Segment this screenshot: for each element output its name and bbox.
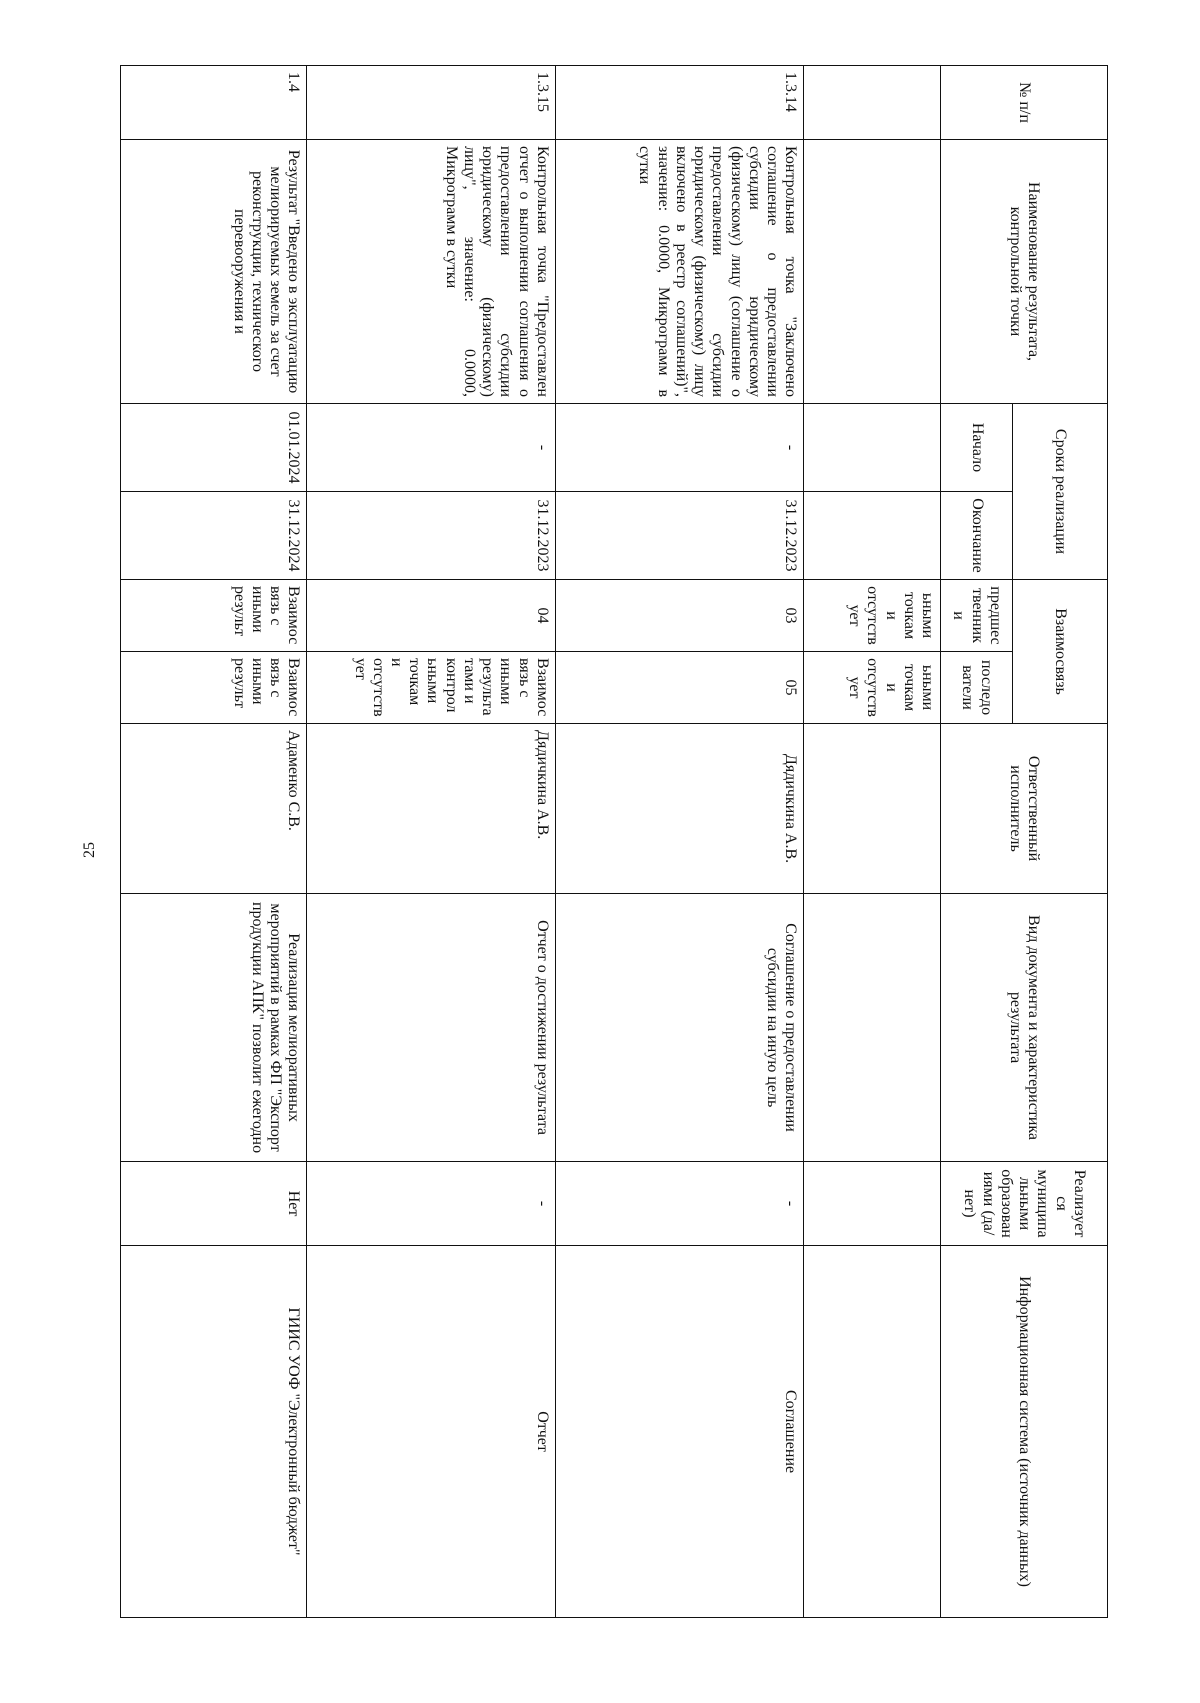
cell-pred-continued: ьными точкам и отсутствует	[804, 580, 941, 652]
cell-num: 1.3.15	[307, 66, 555, 140]
header-timing: Сроки реализации	[1013, 404, 1108, 580]
cell-responsible: Дядичкина А.В.	[307, 724, 555, 894]
cell-system: Соглашение	[555, 1246, 803, 1618]
header-succ: последователи	[941, 652, 1013, 724]
cell-empty	[804, 724, 941, 894]
cell-empty	[804, 492, 941, 580]
cell-name: Контрольная точка "Предоставлен отчет о выполнении соглашения о предоставлении субсидии юридическому (физическому) лицу", значение: 0.0000, Микрограмм в сутки	[307, 140, 555, 404]
header-responsible: Ответственный исполнитель	[941, 724, 1108, 894]
cell-system: Отчет	[307, 1246, 555, 1618]
cell-responsible: Адаменко С.В.	[121, 724, 307, 894]
cell-start: 01.01.2024	[121, 404, 307, 492]
cell-empty	[804, 404, 941, 492]
header-row	[1013, 66, 1108, 1618]
cell-pred: 04	[307, 580, 555, 652]
cell-end: 31.12.2023	[307, 492, 555, 580]
cell-num: 1.4	[121, 66, 307, 140]
cell-pred: 03	[555, 580, 803, 652]
cell-succ: 05	[555, 652, 803, 724]
header-links: Взаимосвязь	[1013, 580, 1108, 724]
header-start: Начало	[941, 404, 1013, 492]
cell-doc: Отчет о достижении результата	[307, 894, 555, 1162]
table-row	[555, 66, 803, 1618]
cell-empty	[804, 66, 941, 140]
cell-pred: Взаимосвязь с иными результ	[121, 580, 307, 652]
header-system: Информационная система (источник данных)	[941, 1246, 1108, 1618]
cell-end: 31.12.2023	[555, 492, 803, 580]
header-num: № п/п	[941, 66, 1108, 140]
cell-start: -	[555, 404, 803, 492]
cell-municipal: Нет	[121, 1162, 307, 1246]
cell-succ-continued: ьными точкам и отсутствует	[804, 652, 941, 724]
cell-name: Контрольная точка "Заключено соглашение о предоставлении субсидии юридическому (физическому) лицу (соглашение о предоставлении субсидии юридическому (физическому) лицу включено в реестр соглашений)", значение: 0.0000, Микрограмм в сутки	[555, 140, 803, 404]
header-name: Наименование результата, контрольной точки	[941, 140, 1108, 404]
header-doc: Вид документа и характеристика результата	[941, 894, 1108, 1162]
header-end: Окончание	[941, 492, 1013, 580]
header-pred: предшественники	[941, 580, 1013, 652]
cell-responsible: Дядичкина А.В.	[555, 724, 803, 894]
cell-empty	[804, 1246, 941, 1618]
cell-succ: Взаимосвязь с иными результ	[121, 652, 307, 724]
cell-start: -	[307, 404, 555, 492]
table-row	[307, 66, 555, 1618]
header-municipal: Реализуется муниципальными образованиями (да/нет)	[941, 1162, 1108, 1246]
page-number: 25	[81, 842, 98, 858]
cell-end: 31.12.2024	[121, 492, 307, 580]
cell-num: 1.3.14	[555, 66, 803, 140]
cell-empty	[804, 1162, 941, 1246]
cell-doc: Соглашение о предоставлении субсидии на иную цель	[555, 894, 803, 1162]
cell-municipal: -	[307, 1162, 555, 1246]
cell-empty	[804, 894, 941, 1162]
rotated-page-content	[120, 65, 1108, 1617]
table-row	[121, 66, 307, 1618]
cell-system: ГИИС УОФ "Электронный бюджет"	[121, 1246, 307, 1618]
cell-empty	[804, 140, 941, 404]
plan-table	[120, 65, 1108, 1618]
table-row-continued	[804, 66, 941, 1618]
cell-municipal: -	[555, 1162, 803, 1246]
cell-name: Результат "Введено в эксплуатацию мелиорируемых земель за счет реконструкции, технического перевооружения и	[121, 140, 307, 404]
cell-succ: Взаимосвязь с иными результатами и контрольными точкам и отсутствует	[307, 652, 555, 724]
cell-doc: Реализация мелиоративных мероприятий в рамках ФП "Экспорт продукции АПК" позволит ежегодно	[121, 894, 307, 1162]
